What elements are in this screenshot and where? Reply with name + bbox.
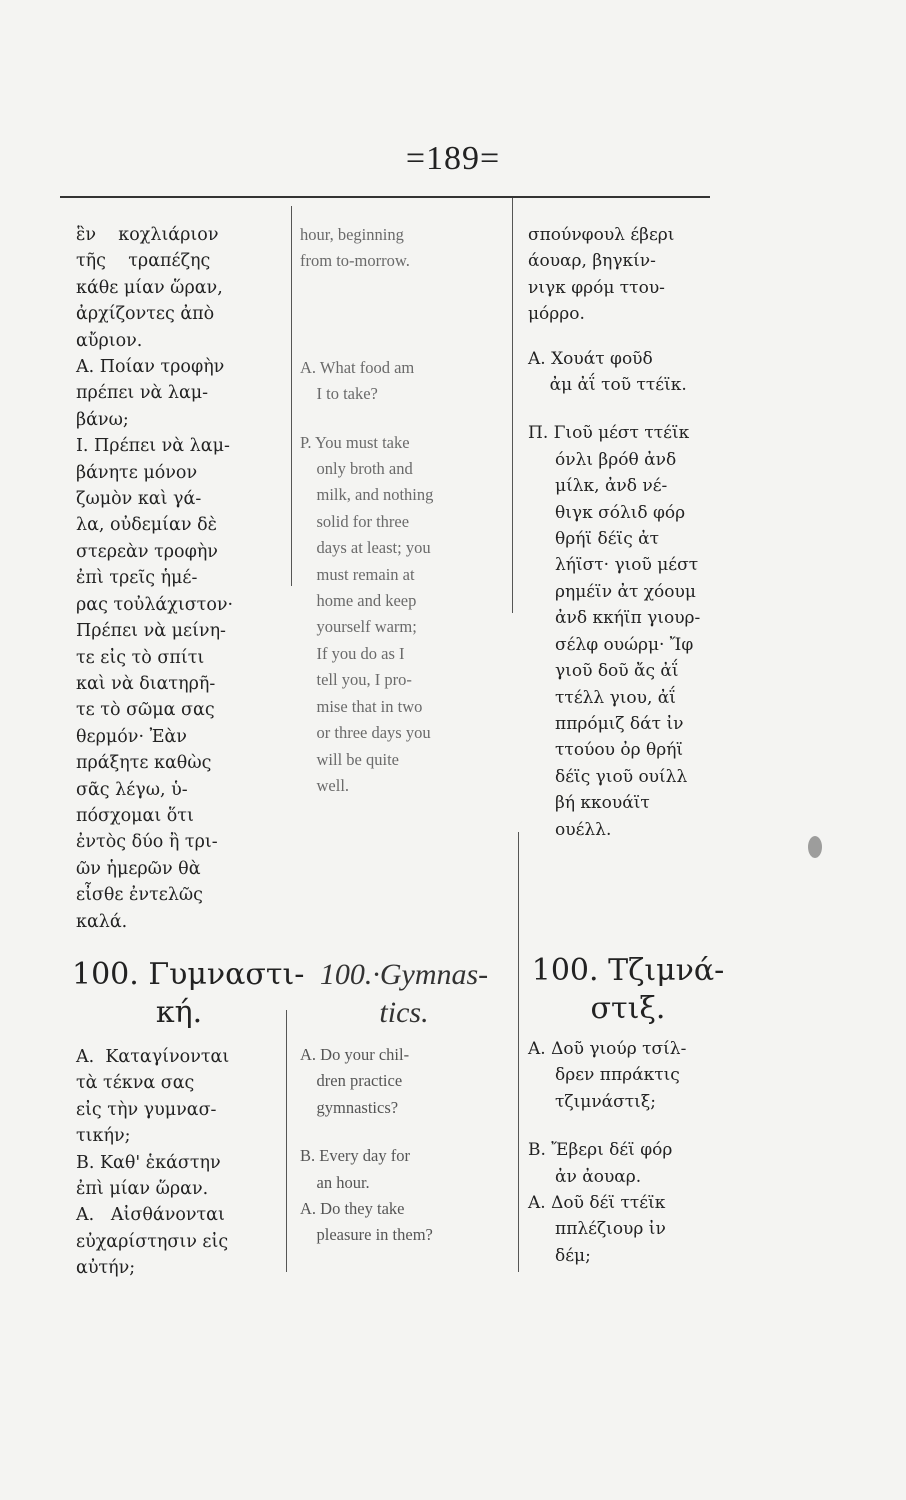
phonetic-text-answer: Π. Γιοῦ μέστ ττέϊκ όνλι βρόθ ἀνδ μίλκ, ἀνδ νέ- θιγκ σόλιδ φόρ θρήϊ δέϊς ἀτ λήϊστ· γιοῦ μέστ ρημέϊν ἀτ χόουμ ἀνδ κκήϊπ γιουρ- σέλφ ουώρμ· Ἴφ γιοῦ δοῦ ἄς ἀΐ ττέλλ γιου, ἀΐ ππρόμιζ δάτ ἰν ττούου ὀρ θρήϊ δέϊς γιοῦ ουίλλ βή κκουάϊτ ουέλλ. [528, 423, 701, 840]
ink-smudge [808, 836, 822, 858]
greek-text-answer: Ι. Πρέπει νὰ λαμ- βάνητε μόνον ζωμὸν καὶ γά- λα, οὐδεμίαν δὲ στερεὰν τροφὴν ἐπὶ τρεῖς ἡμέ- ρας τοὐλάχιστον· Πρέπει νὰ μείνη- τε εἰς τὸ σπίτι καὶ νὰ διατηρῆ- τε τὸ σῶμα σας θερμόν· Ἐὰν πράξητε καθὼς σᾶς λέγω, ὑ- πόσχομαι ὅτι ἐντὸς δύο ἢ τρι- ῶν ἡμερῶν θὰ εἶσθε ἐντελῶς καλά. [76, 436, 234, 932]
phonetic-text-question: Α. Χουάτ φοῦδ ἀμ ἀΐ τοῦ ττέϊκ. [528, 348, 687, 396]
english-text-intro: hour, beginning from to-morrow. [300, 225, 410, 271]
phonetic-section-heading: 100. Τζιμνά- στιξ. [531, 953, 725, 1026]
greek-section-heading: 100. Γυμναστι- κή. [72, 957, 305, 1030]
phonetic-column-lower [528, 1036, 738, 1269]
phonetic-dialogue-1: Α. Δοῦ γιούρ τσίλ- δρεν ππράκτις τζιμνάστιξ; [528, 1039, 687, 1112]
english-text-question: A. What food am I to take? [300, 357, 415, 404]
phonetic-text-intro: σπούνφουλ έβερι άουαρ, βηγκίν- νιγκ φρόμ ττου- μόρρο. [528, 225, 675, 325]
greek-column-lower [76, 1044, 282, 1282]
english-dialogue-1: A. Do your chil- dren practice gymnastics? [300, 1045, 410, 1117]
greek-text-intro: ἓν κοχλιάριον τῆς τραπέζης κάθε μίαν ὥραν, ἀρχίζοντες ἀπὸ αὔριον. [76, 225, 223, 351]
phonetic-column [528, 222, 738, 843]
english-section-heading: 100.·Gymnas- tics. [319, 958, 489, 1029]
english-dialogue-3: A. Do they take pleasure in them? [300, 1199, 433, 1245]
english-column-lower [300, 1042, 496, 1249]
greek-dialogue-1: Α. Καταγίνονται τὰ τέκνα σας εἰς τὴν γυμνασ- τικήν; [76, 1047, 230, 1147]
column-divider-right-lower [518, 832, 519, 1272]
column-divider-right-upper [512, 198, 513, 613]
page-number: =189= [405, 140, 501, 177]
greek-text-question: Α. Ποίαν τροφὴν πρέπει νὰ λαμ- βάνω; [76, 357, 225, 430]
phonetic-dialogue-2: Β. Ἔβερι δέϊ φόρ ἀν ἀουαρ. [528, 1140, 673, 1187]
column-divider-left-lower [286, 1010, 287, 1272]
english-text-answer: P. You must take only broth and milk, and nothing solid for three days at least; you must remain at home and keep yourself warm; If you do as I tell you, I pro- mise that in two or three days you will be quite well. [300, 432, 434, 795]
greek-dialogue-2: Β. Καθ' ἑκάστην ἐπὶ μίαν ὥραν. [76, 1152, 221, 1200]
english-column [300, 222, 496, 799]
greek-dialogue-3: Α. Αἰσθάνονται εὐχαρίστησιν εἰς αὐτήν; [76, 1205, 229, 1279]
column-divider-left-upper [291, 206, 292, 586]
header-rule [60, 196, 710, 198]
greek-column [76, 222, 282, 935]
phonetic-dialogue-3: Α. Δοῦ δέϊ ττέϊκ ππλέζιουρ ἰν δέμ; [528, 1193, 666, 1266]
english-dialogue-2: B. Every day for an hour. [300, 1146, 410, 1192]
